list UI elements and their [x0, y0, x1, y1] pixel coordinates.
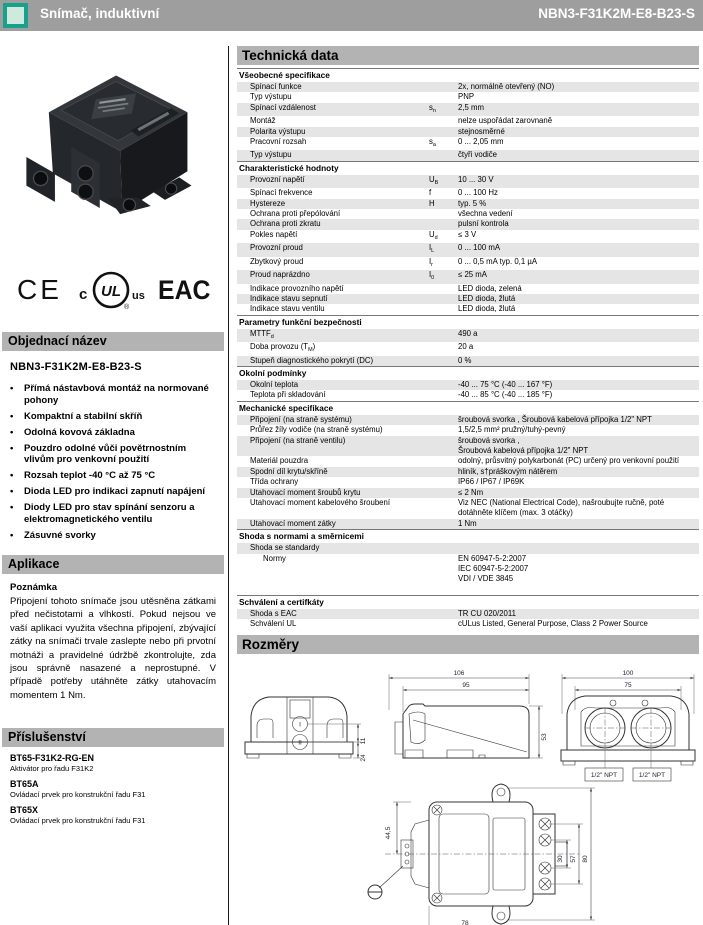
- spec-value: ≤ 25 mA: [458, 270, 487, 280]
- spec-value: 0 ... 100 Hz: [458, 188, 498, 198]
- spec-row: [237, 356, 699, 366]
- spec-label: $MTTF_d$: [250, 328, 274, 340]
- spec-row: [237, 116, 699, 126]
- accessory-name: BT65A: [10, 779, 39, 790]
- spec-label: Spínací frekvence: [250, 188, 313, 198]
- bullet-icon: •: [10, 442, 14, 454]
- bullet-icon: •: [10, 502, 14, 513]
- spec-section-title: Všeobecné specifikace: [237, 68, 699, 82]
- feature-item: [10, 486, 218, 498]
- drawing-end-view: [555, 662, 701, 790]
- tech-table: [237, 68, 699, 630]
- feature-item: [10, 470, 218, 482]
- spec-row: [237, 243, 699, 256]
- feature-item: [10, 443, 218, 466]
- spec-row: [237, 257, 699, 270]
- spec-symbol: [429, 467, 458, 477]
- spec-symbol: [429, 127, 458, 137]
- spec-label: Zbytkový proud: [250, 256, 304, 266]
- feature-text: Zásuvné svorky: [24, 529, 96, 541]
- spec-row: [237, 304, 699, 314]
- ce-mark-icon: [16, 273, 68, 305]
- spec-row: [237, 270, 699, 283]
- spec-row: [237, 477, 699, 487]
- feature-text: Pouzdro odolné vůči povětrnostním vlivům pro venkovní použití: [24, 442, 187, 465]
- spec-value: pulsní kontrola: [458, 219, 509, 229]
- svg-text:78: 78: [461, 919, 469, 925]
- spec-section-title: Schválení a certifkáty: [237, 595, 699, 609]
- spec-row: [237, 619, 699, 629]
- spec-value: Viz NEC (National Electrical Code), našroubujte ručně, poté dotáhněte klíčem (max. 3 otáčky): [458, 498, 665, 518]
- spec-label: Spodní díl krytu/skříně: [250, 466, 328, 476]
- spec-section-title: Mechanické specifikace: [237, 401, 699, 415]
- spec-value: typ. 5 %: [458, 198, 487, 208]
- spec-label: Ochrana proti přepólování: [250, 209, 341, 219]
- accessory-item: [10, 805, 226, 825]
- spec-label: Indikace stavu sepnutí: [250, 293, 328, 303]
- spec-label: Montáž: [250, 116, 276, 126]
- spec-label: Doba provozu $(T_M)$: [250, 342, 316, 354]
- page-category-title: Snímač, induktivní: [40, 6, 160, 21]
- spec-value: šroubová svorka , Šroubová kabelová přípojka 1/2" NPT: [458, 414, 652, 424]
- spec-symbol: [429, 436, 458, 457]
- left-column: [0, 31, 226, 825]
- eac-label: EAC: [158, 276, 211, 305]
- accessory-item: [10, 779, 226, 799]
- spec-symbol: [429, 92, 458, 102]
- spec-symbol: [429, 619, 458, 629]
- spec-section-title: Charakteristické hodnoty: [237, 161, 699, 175]
- spec-symbol: [429, 304, 458, 314]
- spec-row: [237, 390, 699, 400]
- application-section-title: Aplikace: [2, 555, 224, 574]
- svg-text:44,5: 44,5: [385, 826, 392, 839]
- spec-section-title: Shoda s normami a směrnicemi: [237, 529, 699, 543]
- spec-label: Utahovací moment šroubů krytu: [250, 487, 361, 497]
- svg-text:57: 57: [570, 855, 577, 863]
- spec-symbol: [429, 209, 458, 219]
- spec-symbol: $U_d$: [429, 229, 438, 241]
- feature-text: Kompaktní a stabilní skříň: [24, 410, 143, 422]
- spec-value: EN 60947-5-2:2007 IEC 60947-5-2:2007 VDI / VDE 3845: [458, 553, 529, 584]
- spec-value: 2,5 mm: [458, 102, 484, 112]
- spec-row: [237, 456, 699, 466]
- spec-value: 0 ... 2,05 mm: [458, 137, 504, 147]
- dimensions-section-title: Rozměry: [237, 635, 699, 654]
- feature-text: Diody LED pro stav spínání senzoru a elektromagnetického ventilu: [24, 502, 195, 525]
- spec-label: Spínací funkce: [250, 82, 302, 91]
- drawing-side-view: [379, 662, 551, 774]
- svg-text:30: 30: [557, 855, 564, 863]
- svg-text:100: 100: [622, 669, 634, 677]
- header-bar: [0, 0, 703, 31]
- certification-marks: [16, 268, 212, 310]
- spec-row: [237, 519, 699, 529]
- spec-label: Indikace stavu ventilu: [250, 304, 325, 314]
- spec-value: PNP: [458, 92, 475, 102]
- spec-symbol: [429, 554, 458, 585]
- spec-symbol: [429, 609, 458, 619]
- brand-square-icon: [3, 3, 28, 28]
- spec-value: čtyři vodiče: [458, 150, 497, 160]
- drawing-top-view: [349, 780, 611, 925]
- spec-label: Indikace provozního napětí: [250, 283, 344, 293]
- svg-text:80: 80: [582, 855, 589, 863]
- spec-row: [237, 543, 699, 553]
- spec-value: 0 ... 100 mA: [458, 243, 501, 253]
- spec-label: Typ výstupu: [250, 92, 292, 102]
- spec-row: [237, 230, 699, 243]
- spec-symbol: [429, 390, 458, 400]
- spec-label: Teplota při skladování: [250, 390, 326, 400]
- drawing-front-view: [243, 686, 369, 770]
- spec-symbol: [429, 488, 458, 498]
- spec-label: Třída ochrany: [250, 477, 299, 487]
- spec-label: Utahovací moment kabelového šroubení: [250, 498, 390, 507]
- spec-label: Polarita výstupu: [250, 126, 306, 136]
- feature-text: Rozsah teplot -40 °C až 75 °C: [24, 470, 156, 481]
- spec-value: LED dioda, zelená: [458, 283, 522, 293]
- spec-value: ≤ 2 Nm: [458, 487, 484, 497]
- ce-mark-label: CE: [17, 274, 62, 305]
- spec-label: Spínací vzdálenost: [250, 102, 316, 112]
- ul-c-label: c: [79, 286, 88, 303]
- bullet-icon: •: [10, 426, 14, 438]
- spec-row: [237, 329, 699, 342]
- spec-label: Shoda se standardy: [250, 543, 320, 553]
- spec-row: [237, 127, 699, 137]
- bullet-icon: •: [10, 486, 14, 497]
- svg-text:I: I: [299, 721, 301, 729]
- svg-text:53: 53: [541, 733, 548, 741]
- spec-row: [237, 554, 699, 585]
- spec-label: Typ výstupu: [250, 150, 292, 160]
- feature-item: [10, 383, 218, 406]
- spec-label: Průřez žíly vodiče (na straně systému): [250, 425, 383, 435]
- spec-value: LED dioda, žlutá: [458, 293, 516, 303]
- spec-value: 1,5/2,5 mm² pružný/tuhý-pevný: [458, 425, 566, 435]
- application-note: [10, 582, 216, 702]
- spec-value: stejnosměrné: [458, 126, 505, 136]
- svg-text:11: 11: [360, 737, 367, 745]
- spec-label: Shoda s EAC: [250, 608, 297, 618]
- spec-symbol: [429, 415, 458, 425]
- spec-row: [237, 150, 699, 160]
- spec-row: [237, 342, 699, 355]
- spec-label: Ochrana proti zkratu: [250, 219, 321, 229]
- spec-row: [237, 137, 699, 150]
- ul-us-label: us: [132, 290, 145, 302]
- spec-symbol: [429, 477, 458, 487]
- dimension-drawings: [237, 654, 699, 925]
- spec-label: Okolní teplota: [250, 379, 299, 389]
- spec-value: -40 ... 75 °C (-40 ... 167 °F): [458, 379, 553, 389]
- spec-value: 20 a: [458, 342, 474, 352]
- spec-value: 10 ... 30 V: [458, 174, 494, 184]
- spec-value: -40 ... 85 °C (-40 ... 185 °F): [458, 390, 553, 400]
- spec-symbol: [429, 543, 458, 553]
- spec-symbol: $U_B$: [429, 174, 439, 186]
- spec-symbol: $I_L$: [429, 243, 435, 255]
- spec-value: šroubová svorka , Šroubová kabelová přípojka 1/2" NPT: [458, 435, 589, 455]
- accessories-list: [0, 753, 226, 825]
- cul-us-mark-icon: [77, 267, 149, 311]
- spec-value: TR CU 020/2011: [458, 608, 516, 618]
- spec-symbol: [429, 519, 458, 529]
- spec-value: odolný, průsvitný polykarbonát (PC) určený pro venkovní použití: [458, 456, 680, 466]
- accessories-section-title: Příslušenství: [2, 728, 224, 747]
- eac-mark-icon: [158, 273, 212, 305]
- spec-row: [237, 425, 699, 435]
- spec-label: Normy: [263, 553, 286, 563]
- feature-item: [10, 411, 218, 423]
- bullet-icon: •: [10, 410, 14, 422]
- product-name: NBN3-F31K2M-E8-B23-S: [10, 361, 142, 373]
- ul-reg-label: ®: [124, 304, 130, 311]
- spec-row: [237, 82, 699, 92]
- spec-row: [237, 294, 699, 304]
- svg-text:24: 24: [360, 754, 367, 762]
- spec-label: Proud naprázdno: [250, 270, 310, 280]
- spec-section-title: Parametry funkční bezpečnosti: [237, 315, 699, 329]
- accessory-item: [10, 753, 226, 773]
- spec-row: [237, 199, 699, 209]
- spec-symbol: [429, 456, 458, 466]
- spec-symbol: H: [429, 198, 435, 208]
- spec-value: ≤ 3 V: [458, 229, 477, 239]
- svg-text:95: 95: [462, 681, 470, 689]
- spec-symbol: [429, 284, 458, 294]
- svg-text:II: II: [298, 739, 302, 747]
- spec-value: LED dioda, žlutá: [458, 304, 516, 314]
- spec-symbol: [429, 329, 458, 342]
- spec-label: Utahovací moment zátky: [250, 518, 336, 528]
- spec-value: IP66 / IP67 / IP69K: [458, 477, 525, 487]
- spec-symbol: [429, 380, 458, 390]
- spec-symbol: $s_n$: [429, 102, 436, 114]
- bullet-icon: •: [10, 470, 14, 481]
- feature-list: [10, 383, 218, 541]
- svg-text:1/2" NPT: 1/2" NPT: [590, 771, 618, 779]
- spec-label: Pokles napětí: [250, 229, 298, 239]
- spec-row: [237, 436, 699, 457]
- column-divider: [228, 46, 229, 925]
- feature-item: [10, 502, 218, 525]
- spec-symbol: [429, 498, 458, 519]
- spec-label: Provozní proud: [250, 243, 303, 253]
- spec-symbol: $I_0$: [429, 270, 435, 282]
- spec-label: Provozní napětí: [250, 174, 305, 184]
- accessory-description: Ovládací prvek pro konstrukční řadu F31: [10, 816, 146, 826]
- technical-data-section-title: Technická data: [237, 46, 699, 65]
- bullet-icon: •: [10, 383, 14, 394]
- spec-label: Připojení (na straně systému): [250, 414, 352, 424]
- spec-value: [458, 543, 699, 553]
- spec-symbol: f: [429, 188, 432, 198]
- spec-symbol: [429, 150, 458, 160]
- feature-text: Přímá nástavbová montáž na normované pohony: [24, 383, 209, 406]
- spec-symbol: $I_r$: [429, 256, 433, 268]
- product-number-title: NBN3-F31K2M-E8-B23-S: [538, 6, 695, 21]
- spec-row: [237, 188, 699, 198]
- spec-row: [237, 175, 699, 188]
- spec-row: [237, 103, 699, 116]
- spec-section-title: Okolní podmínky: [237, 366, 699, 380]
- feature-text: Odolná kovová základna: [24, 426, 135, 438]
- order-name-section-title: Objednací název: [2, 332, 224, 351]
- spec-row: [237, 209, 699, 219]
- spec-value: cULus Listed, General Purpose, Class 2 Power Source: [458, 619, 648, 629]
- spec-label: Pracovní rozsah: [250, 137, 307, 147]
- spec-row: [237, 415, 699, 425]
- spec-value: 490 a: [458, 328, 478, 338]
- accessory-name: BT65X: [10, 805, 39, 816]
- spec-row: [237, 92, 699, 102]
- accessory-name: BT65-F31K2-RG-EN: [10, 753, 95, 764]
- spec-symbol: [429, 82, 458, 92]
- spec-row: [237, 380, 699, 390]
- spec-value: nelze uspořádat zarovnaně: [458, 116, 553, 126]
- feature-item: [10, 427, 218, 439]
- spec-label: Stupeň diagnostického pokrytí (DC): [250, 355, 374, 365]
- svg-text:1/2" NPT: 1/2" NPT: [638, 771, 666, 779]
- spec-symbol: [429, 356, 458, 366]
- spec-label: Materiál pouzdra: [250, 456, 309, 466]
- spec-row: [237, 467, 699, 477]
- ul-label: UL: [101, 283, 121, 300]
- spec-row: [237, 219, 699, 229]
- right-column: [237, 46, 699, 925]
- spec-value: 0 %: [458, 355, 472, 365]
- spec-value: 1 Nm: [458, 518, 477, 528]
- spec-symbol: [429, 342, 458, 355]
- svg-text:106: 106: [453, 669, 465, 677]
- bullet-icon: •: [10, 529, 14, 541]
- spec-symbol: [429, 294, 458, 304]
- accessory-description: Aktivátor pro řadu F31K2: [10, 764, 94, 774]
- feature-item: [10, 530, 218, 542]
- spec-symbol: [429, 116, 458, 126]
- spec-row: [237, 488, 699, 498]
- spec-value: hliník, s†práškovým nátěrem: [458, 466, 558, 476]
- spec-row: [237, 609, 699, 619]
- svg-text:75: 75: [624, 681, 632, 689]
- note-text: Připojení tohoto snímače jsou utěsněna zátkami před nečistotami a vlhkostí. Pokud nejsou ve vaší aplikaci využita všechna připojení, zbývající zátky na snímači trvale zaslepte nebo při prvotní motnáži a pravidelné údržbě zkontrolujte, zda jsou správně nasazené a neprostupné. V případě potřeby utáhněte zátky utahovacím momentem 1 Nm.: [10, 596, 216, 701]
- spec-label: Schválení UL: [250, 619, 297, 629]
- spec-symbol: [429, 219, 458, 229]
- spec-label: Připojení (na straně ventilu): [250, 435, 346, 445]
- spec-symbol: [429, 425, 458, 435]
- spec-label: Hystereze: [250, 198, 286, 208]
- spec-value: všechna vedení: [458, 209, 513, 219]
- spec-row: [237, 284, 699, 294]
- note-title: Poznámka: [10, 582, 57, 593]
- spec-value: 2x, normálně otevřený (NO): [458, 82, 555, 91]
- spec-symbol: $s_a$: [429, 137, 436, 149]
- feature-text: Dioda LED pro indikaci zapnutí napájení: [24, 486, 206, 497]
- spec-value: 0 ... 0,5 mA typ. 0,1 µA: [458, 256, 538, 266]
- spec-row: [237, 498, 699, 519]
- accessory-description: Ovládací prvek pro konstrukční řadu F31: [10, 790, 146, 800]
- product-photo: [10, 49, 214, 261]
